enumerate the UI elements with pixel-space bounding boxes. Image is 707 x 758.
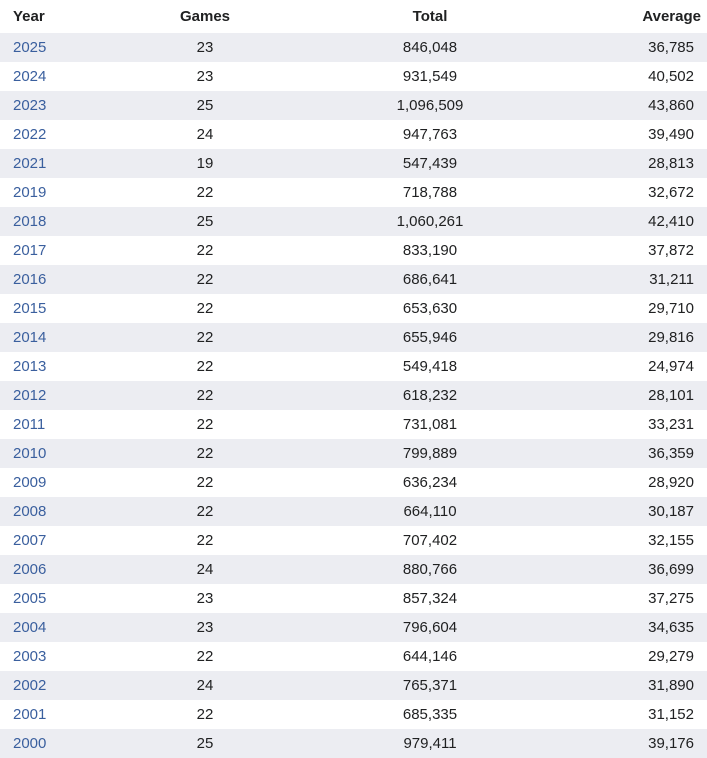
- year-link[interactable]: 2000: [13, 735, 47, 752]
- total-cell: 686,641: [402, 271, 458, 288]
- average-cell: 42,410: [648, 213, 694, 230]
- year-link[interactable]: 2024: [13, 68, 47, 85]
- header-row: [0, 0, 707, 33]
- games-cell: 22: [196, 329, 214, 346]
- year-link[interactable]: 2012: [13, 387, 47, 404]
- table-row: [0, 555, 707, 584]
- year-link[interactable]: 2009: [13, 474, 47, 491]
- table-row: [0, 33, 707, 62]
- year-link[interactable]: 2021: [13, 155, 47, 172]
- games-cell: 22: [196, 503, 214, 520]
- year-link[interactable]: 2013: [13, 358, 47, 375]
- column-header-year[interactable]: Year: [13, 8, 45, 25]
- games-cell: 23: [196, 619, 214, 636]
- total-cell: 799,889: [402, 445, 458, 462]
- year-link[interactable]: 2025: [13, 39, 47, 56]
- table-row: [0, 584, 707, 613]
- table-row: [0, 439, 707, 468]
- year-link[interactable]: 2010: [13, 445, 47, 462]
- table-row: [0, 671, 707, 700]
- average-cell: 39,490: [648, 126, 694, 143]
- total-cell: 857,324: [402, 590, 458, 607]
- average-cell: 32,672: [648, 184, 694, 201]
- average-cell: 32,155: [648, 532, 694, 549]
- year-link[interactable]: 2023: [13, 97, 47, 114]
- year-link[interactable]: 2014: [13, 329, 47, 346]
- games-cell: 22: [196, 445, 214, 462]
- table-row: [0, 294, 707, 323]
- year-link[interactable]: 2006: [13, 561, 47, 578]
- games-cell: 23: [196, 590, 214, 607]
- games-cell: 23: [196, 39, 214, 56]
- column-header-total[interactable]: Total: [412, 8, 448, 25]
- total-cell: 636,234: [402, 474, 458, 491]
- total-cell: 1,096,509: [396, 97, 464, 114]
- table-row: [0, 178, 707, 207]
- year-link[interactable]: 2022: [13, 126, 47, 143]
- games-cell: 19: [196, 155, 214, 172]
- table-row: [0, 120, 707, 149]
- average-cell: 39,176: [648, 735, 694, 752]
- total-cell: 718,788: [402, 184, 458, 201]
- total-cell: 979,411: [403, 735, 457, 752]
- table-row: [0, 236, 707, 265]
- games-cell: 22: [196, 474, 214, 491]
- games-cell: 22: [196, 358, 214, 375]
- average-cell: 37,275: [648, 590, 694, 607]
- average-cell: 36,359: [648, 445, 694, 462]
- average-cell: 24,974: [648, 358, 694, 375]
- table-row: [0, 497, 707, 526]
- average-cell: 29,710: [648, 300, 694, 317]
- average-cell: 28,101: [648, 387, 694, 404]
- total-cell: 549,418: [402, 358, 458, 375]
- total-cell: 655,946: [402, 329, 458, 346]
- table-row: [0, 410, 707, 439]
- games-cell: 22: [196, 387, 214, 404]
- average-cell: 31,890: [648, 677, 694, 694]
- year-link[interactable]: 2017: [13, 242, 47, 259]
- table-row: [0, 149, 707, 178]
- table-row: [0, 381, 707, 410]
- table-row: [0, 265, 707, 294]
- year-link[interactable]: 2015: [13, 300, 47, 317]
- year-link[interactable]: 2007: [13, 532, 47, 549]
- total-cell: 796,604: [402, 619, 458, 636]
- table-row: [0, 468, 707, 497]
- table-row: [0, 207, 707, 236]
- total-cell: 947,763: [402, 126, 458, 143]
- table-row: [0, 642, 707, 671]
- table-row: [0, 323, 707, 352]
- total-cell: 833,190: [402, 242, 458, 259]
- table-row: [0, 613, 707, 642]
- games-cell: 22: [196, 706, 214, 723]
- games-cell: 22: [196, 300, 214, 317]
- total-cell: 707,402: [402, 532, 458, 549]
- table-row: [0, 526, 707, 555]
- table-row: [0, 700, 707, 729]
- year-link[interactable]: 2005: [13, 590, 47, 607]
- column-header-games[interactable]: Games: [179, 8, 231, 25]
- year-link[interactable]: 2011: [13, 416, 46, 433]
- total-cell: 1,060,261: [396, 213, 464, 230]
- year-link[interactable]: 2018: [13, 213, 47, 230]
- column-header-average[interactable]: Average: [642, 8, 701, 25]
- average-cell: 36,785: [648, 39, 694, 56]
- year-link[interactable]: 2008: [13, 503, 47, 520]
- average-cell: 33,231: [648, 416, 694, 433]
- total-cell: 618,232: [402, 387, 458, 404]
- average-cell: 34,635: [648, 619, 694, 636]
- table-row: [0, 91, 707, 120]
- year-link[interactable]: 2002: [13, 677, 47, 694]
- total-cell: 547,439: [402, 155, 458, 172]
- games-cell: 22: [196, 271, 214, 288]
- total-cell: 931,549: [402, 68, 458, 85]
- total-cell: 685,335: [402, 706, 458, 723]
- total-cell: 653,630: [402, 300, 458, 317]
- games-cell: 23: [196, 68, 214, 85]
- table-body: [0, 33, 707, 758]
- average-cell: 31,211: [649, 271, 694, 288]
- average-cell: 40,502: [648, 68, 694, 85]
- average-cell: 28,920: [648, 474, 694, 491]
- year-link[interactable]: 2004: [13, 619, 47, 636]
- games-cell: 24: [196, 126, 214, 143]
- games-cell: 25: [196, 735, 214, 752]
- average-cell: 36,699: [648, 561, 694, 578]
- table-row: [0, 352, 707, 381]
- year-link[interactable]: 2016: [13, 271, 47, 288]
- games-cell: 25: [196, 213, 214, 230]
- table-row: [0, 62, 707, 91]
- games-cell: 22: [196, 648, 214, 665]
- total-cell: 664,110: [403, 503, 457, 520]
- year-link[interactable]: 2019: [13, 184, 47, 201]
- table-row: [0, 729, 707, 758]
- total-cell: 880,766: [402, 561, 458, 578]
- total-cell: 846,048: [402, 39, 458, 56]
- year-link[interactable]: 2001: [13, 706, 47, 723]
- total-cell: 731,081: [402, 416, 458, 433]
- average-cell: 29,279: [648, 648, 694, 665]
- total-cell: 644,146: [402, 648, 458, 665]
- table-header: [0, 0, 707, 33]
- total-cell: 765,371: [402, 677, 458, 694]
- games-cell: 24: [196, 561, 214, 578]
- games-cell: 22: [196, 242, 214, 259]
- games-cell: 22: [196, 416, 214, 433]
- average-cell: 37,872: [648, 242, 694, 259]
- games-cell: 24: [196, 677, 214, 694]
- games-cell: 22: [196, 184, 214, 201]
- games-cell: 25: [196, 97, 214, 114]
- average-cell: 29,816: [648, 329, 694, 346]
- games-cell: 22: [196, 532, 214, 549]
- average-cell: 28,813: [648, 155, 694, 172]
- year-link[interactable]: 2003: [13, 648, 47, 665]
- average-cell: 43,860: [648, 97, 694, 114]
- average-cell: 31,152: [648, 706, 694, 723]
- average-cell: 30,187: [648, 503, 694, 520]
